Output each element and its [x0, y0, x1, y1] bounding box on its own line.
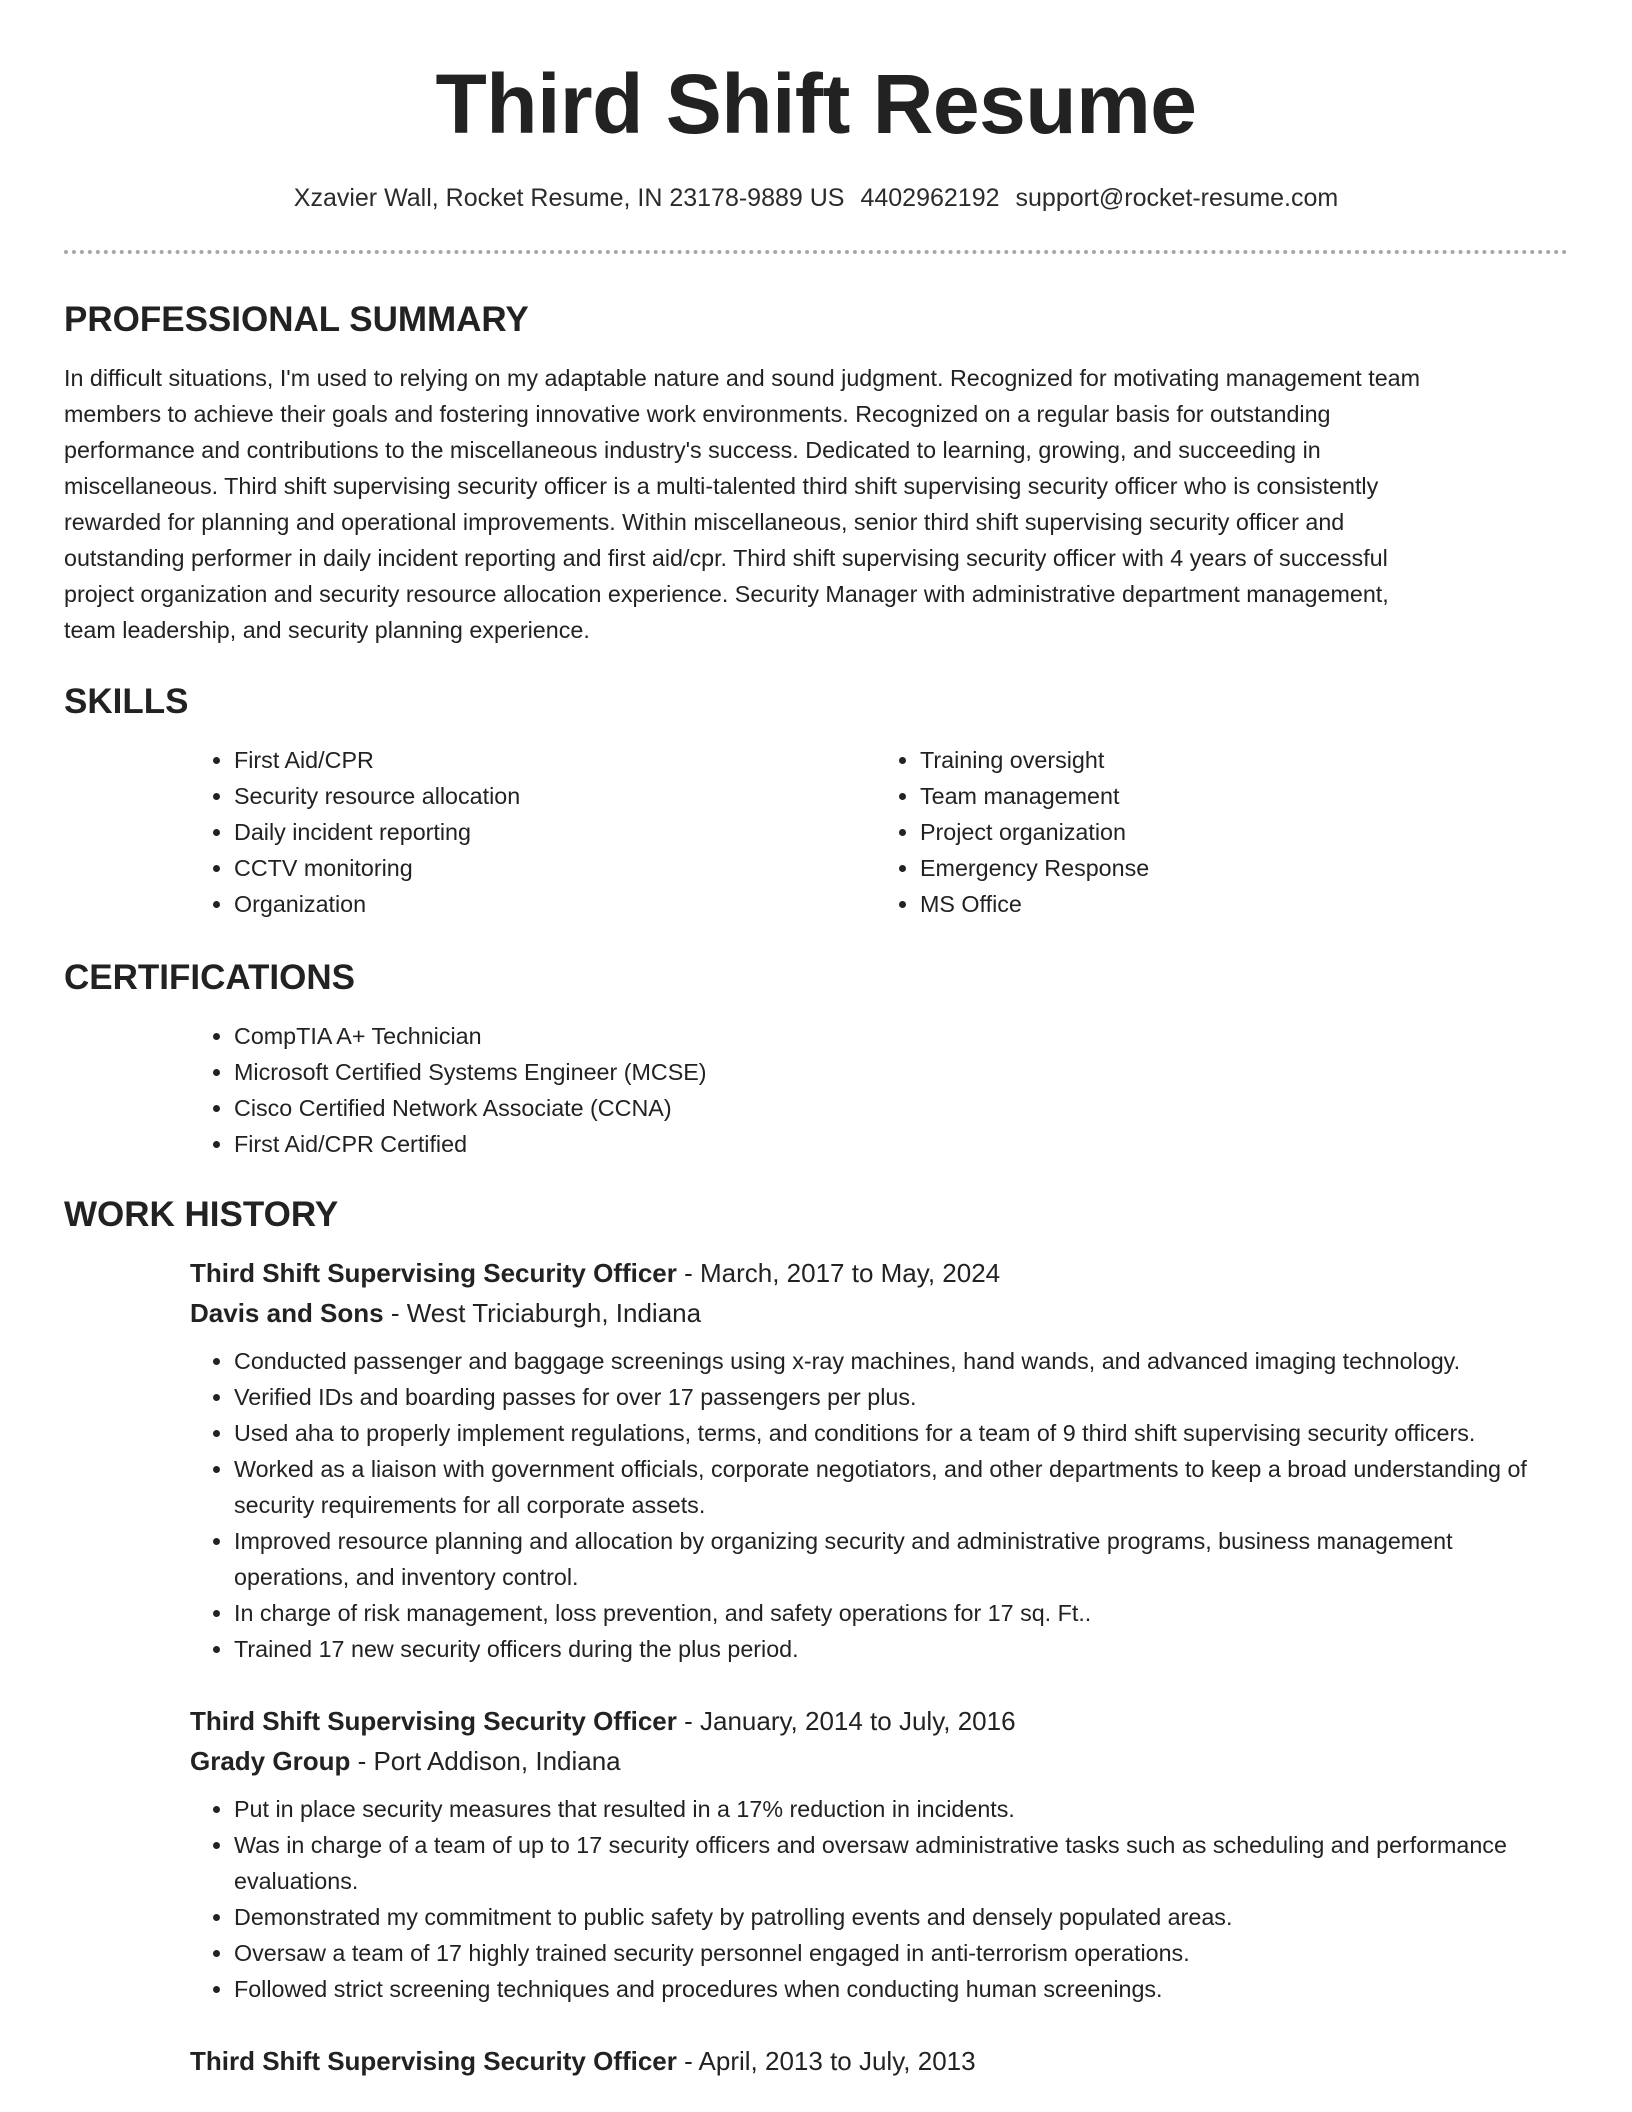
job-bullet: • Used aha to properly implement regulations, terms, and conditions for a team of 9 third shift supervising security officers. [234, 1415, 1562, 1451]
skill-item: • Organization [234, 886, 876, 922]
header-divider [64, 250, 1568, 254]
job-title-line [190, 1701, 1562, 1741]
job-title: Third Shift Supervising Security Officer [190, 1258, 677, 1288]
job-entry [190, 1253, 1562, 1667]
job-bullet: • Worked as a liaison with government officials, corporate negotiators, and other departments to keep a broad understanding of security requirements for all corporate assets. [234, 1451, 1562, 1523]
job-dates: - January, 2014 to July, 2016 [676, 1706, 1016, 1736]
skill-item: • Team management [920, 778, 1562, 814]
skill-item: • Training oversight [920, 742, 1562, 778]
job-location: - West Triciaburgh, Indiana [383, 1298, 702, 1328]
skills-grid [190, 742, 1562, 922]
contact-phone: 4402962192 [860, 184, 1000, 212]
job-bullet: • Was in charge of a team of up to 17 security officers and oversaw administrative tasks such as scheduling and performance evaluations. [234, 1827, 1562, 1899]
job-entry [190, 2041, 1562, 2081]
job-company: Grady Group [190, 1746, 351, 1776]
job-company-line [190, 1741, 1562, 1781]
job-bullet: • In charge of risk management, loss prevention, and safety operations for 17 sq. Ft.. [234, 1595, 1562, 1631]
skills-list-left [190, 742, 876, 922]
job-dates: - March, 2017 to May, 2024 [676, 1258, 1001, 1288]
job-bullet: • Conducted passenger and baggage screenings using x-ray machines, hand wands, and advanced imaging technology. [234, 1343, 1562, 1379]
summary-text: In difficult situations, I'm used to relying on my adaptable nature and sound judgment. Recognized for motivating management team members to achieve their goals and fostering innovative work environments. Recognized on a regular basis for outstanding performance and contributions to the miscellaneous industry's success. Dedicated to learning, growing, and succeeding in miscellaneous. Third shift supervising security officer is a multi-talented third shift supervising security officer who is consistently rewarded for planning and operational improvements. Within miscellaneous, senior third shift supervising security officer and outstanding performer in daily incident reporting and first aid/cpr. Third shift supervising security officer with 4 years of successful project organization and security resource allocation experience. Security Manager with administrative department management, team leadership, and security planning experience. [64, 365, 1421, 643]
job-bullet: • Verified IDs and boarding passes for over 17 passengers per plus. [234, 1379, 1562, 1415]
skill-item: • Daily incident reporting [234, 814, 876, 850]
work-history-section [64, 1193, 1568, 2081]
job-bullets [190, 1791, 1562, 2007]
summary-heading: PROFESSIONAL SUMMARY [64, 300, 529, 339]
job-bullet: • Oversaw a team of 17 highly trained security personnel engaged in anti-terrorism operations. [234, 1935, 1562, 1971]
job-title-line [190, 1253, 1562, 1293]
job-company-line [190, 1293, 1562, 1333]
skill-item: • CCTV monitoring [234, 850, 876, 886]
work-history-heading: WORK HISTORY [64, 1195, 339, 1234]
skill-item: • Emergency Response [920, 850, 1562, 886]
job-title: Third Shift Supervising Security Officer [190, 2046, 677, 2076]
certifications-section [64, 956, 1568, 1162]
job-bullet: • Put in place security measures that resulted in a 17% reduction in incidents. [234, 1791, 1562, 1827]
job-bullet: • Improved resource planning and allocation by organizing security and administrative programs, business management operations, and inventory control. [234, 1523, 1562, 1595]
certification-item: • Cisco Certified Network Associate (CCNA) [234, 1090, 1606, 1126]
certification-item: • CompTIA A+ Technician [234, 1018, 1606, 1054]
certifications-heading: CERTIFICATIONS [64, 958, 356, 997]
job-bullet: • Followed strict screening techniques and procedures when conducting human screenings. [234, 1971, 1562, 2007]
resume-page [64, 0, 1568, 2076]
certification-item: • First Aid/CPR Certified [234, 1126, 1606, 1162]
job-entry [190, 1701, 1562, 2007]
contact-email: support@rocket-resume.com [1015, 184, 1339, 212]
skill-item: • First Aid/CPR [234, 742, 876, 778]
job-title-line [190, 2041, 1562, 2081]
skill-item: • Project organization [920, 814, 1562, 850]
skills-heading: SKILLS [64, 682, 189, 721]
summary-section [64, 298, 1568, 648]
job-company: Davis and Sons [190, 1298, 384, 1328]
certification-item: • Microsoft Certified Systems Engineer (MCSE) [234, 1054, 1606, 1090]
contact-address: Xzavier Wall, Rocket Resume, IN 23178-9889 US [293, 184, 845, 212]
skill-item: • MS Office [920, 886, 1562, 922]
job-location: - Port Addison, Indiana [350, 1746, 621, 1776]
job-dates: - April, 2013 to July, 2013 [676, 2046, 976, 2076]
skills-section [64, 680, 1568, 922]
job-bullets [190, 1343, 1562, 1667]
job-title: Third Shift Supervising Security Officer [190, 1706, 677, 1736]
certifications-list [190, 1018, 1606, 1162]
contact-line [64, 182, 1568, 214]
job-bullet: • Demonstrated my commitment to public safety by patrolling events and densely populated areas. [234, 1899, 1562, 1935]
skill-item: • Security resource allocation [234, 778, 876, 814]
skills-list-right [876, 742, 1562, 922]
resume-title: Third Shift Resume [435, 57, 1197, 151]
job-bullet: • Trained 17 new security officers during the plus period. [234, 1631, 1562, 1667]
